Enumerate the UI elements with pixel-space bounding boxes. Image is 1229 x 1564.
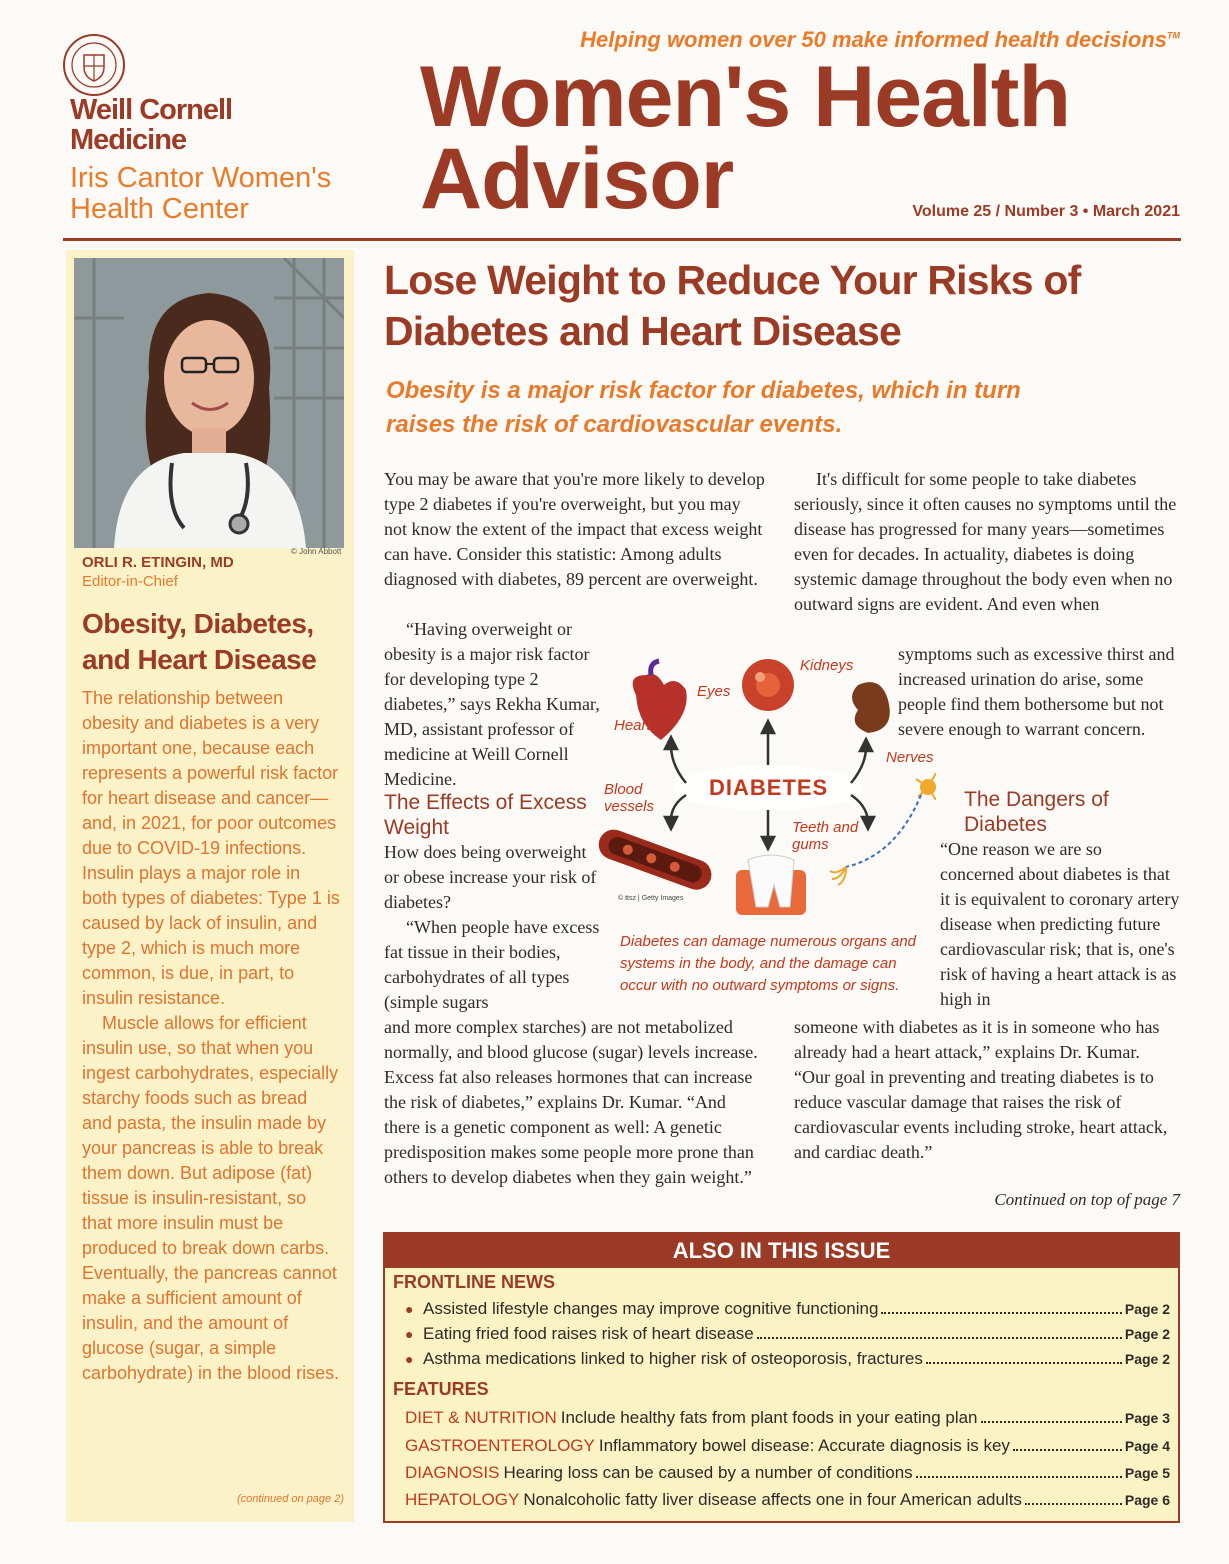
leader-dots bbox=[757, 1337, 1122, 1339]
center-name: Iris Cantor Women's Health Center bbox=[70, 162, 332, 225]
toc-item-page: Page 6 bbox=[1124, 1492, 1170, 1508]
toc-item-text: Nonalcoholic fatty liver disease affects one in four American adults bbox=[523, 1490, 1022, 1509]
diagram-label-heart: Heart bbox=[614, 717, 651, 734]
diagram-label-teeth: Teeth and gums bbox=[792, 819, 859, 853]
diagram-center-label: DIABETES bbox=[709, 775, 829, 800]
sidebar-continued-note: (continued on page 2) bbox=[236, 1493, 344, 1505]
toc-item-category: GASTROENTEROLOGY bbox=[405, 1436, 595, 1455]
toc-item-text: Assisted lifestyle changes may improve cognitive functioning bbox=[423, 1299, 879, 1318]
toc-item-category: DIET & NUTRITION bbox=[405, 1408, 557, 1427]
leader-dots bbox=[926, 1362, 1122, 1364]
article-deck: Obesity is a major risk factor for diabetes, which in turn raises the risk of cardiovascular events. bbox=[386, 377, 1021, 438]
bullet-icon: ● bbox=[405, 1301, 414, 1317]
toc-item-page: Page 2 bbox=[1124, 1326, 1170, 1342]
article-column-2-top bbox=[794, 467, 1178, 617]
article-paragraph: someone with diabetes as it is in someone who has already had a heart attack,” explains Dr. Kumar. “Our goal in preventing and treating diabetes is to reduce vascular damage that raises the risk of cardiovascular events including stroke, heart attack, and cardiac death.” bbox=[794, 1017, 1168, 1162]
leader-dots bbox=[916, 1476, 1122, 1478]
also-in-this-issue-box bbox=[383, 1232, 1180, 1523]
editor-name: ORLI R. ETINGIN, MD bbox=[82, 554, 234, 571]
photo-credit: © John Abbott bbox=[291, 547, 342, 556]
blood-vessel-icon bbox=[596, 825, 716, 894]
toc-item-page: Page 2 bbox=[1124, 1301, 1170, 1317]
article-column-1-quote bbox=[384, 617, 606, 792]
article-column-2-bottom bbox=[794, 1015, 1178, 1165]
tagline-text: Helping women over 50 make informed health decisions bbox=[580, 27, 1167, 52]
article-column-1-effects bbox=[384, 790, 600, 1015]
toc-item-page: Page 3 bbox=[1124, 1410, 1170, 1426]
article-column-2-wrap bbox=[898, 642, 1180, 742]
header-divider bbox=[63, 238, 1181, 241]
toc-item[interactable] bbox=[405, 1487, 1170, 1513]
toc-item-page: Page 4 bbox=[1124, 1438, 1170, 1454]
article-paragraph: “When people have excess fat tissue in their bodies, carbohydrates of all types (simple sugars bbox=[384, 917, 600, 1012]
sidebar-paragraph: The relationship between obesity and diabetes is a very important one, because each represents a powerful risk factor for heart disease and cancer—and, in 2021, for poor outcomes due to COVID-19 infections. Insulin plays a major role in both types of diabetes: Type 1 is caused by lack of insulin, and type 2, which is much more common, is due, in part, to insulin resistance. bbox=[82, 688, 340, 1008]
editor-title: Editor-in-Chief bbox=[82, 573, 178, 590]
leader-dots bbox=[981, 1421, 1122, 1423]
article-paragraph: How does being overweight or obese increase your risk of diabetes? bbox=[384, 842, 597, 912]
article-headline: Lose Weight to Reduce Your Risks of Diabetes and Heart Disease bbox=[384, 257, 1081, 354]
editor-portrait-image bbox=[74, 258, 344, 548]
kidney-icon bbox=[852, 682, 890, 733]
eye-icon bbox=[742, 659, 794, 711]
article-paragraph: “Having overweight or obesity is a major risk factor for developing type 2 diabetes,” says Rekha Kumar, MD, assistant professor of medicine at Weill Cornell Medicine. bbox=[384, 619, 600, 789]
toc-item-text: Inflammatory bowel disease: Accurate diagnosis is key bbox=[598, 1436, 1010, 1455]
bullet-icon: ● bbox=[405, 1326, 414, 1342]
toc-item[interactable] bbox=[405, 1433, 1170, 1459]
toc-item-category: DIAGNOSIS bbox=[405, 1463, 500, 1482]
leader-dots bbox=[1013, 1449, 1122, 1451]
diagram-caption: Diabetes can damage numerous organs and systems in the body, and the damage can occur with no outward symptoms or signs. bbox=[620, 933, 917, 994]
bullet-icon: ● bbox=[405, 1351, 414, 1367]
trademark-mark: TM bbox=[1167, 30, 1180, 41]
toc-item-page: Page 2 bbox=[1124, 1351, 1170, 1367]
article-column-1-bottom bbox=[384, 1015, 766, 1190]
article-paragraph: symptoms such as excessive thirst and increased urination do arise, some people find them bothersome but not severe enough to warrant concern. bbox=[898, 644, 1175, 739]
sidebar-heading: Obesity, Diabetes, and Heart Disease bbox=[82, 608, 317, 675]
image-credit: © ttsz | Getty Images bbox=[618, 895, 684, 902]
editor-sidebar bbox=[66, 250, 354, 1522]
article-paragraph: and more complex starches) are not metabolized normally, and blood glucose (sugar) levels increase. Excess fat also releases hormones that can increase the risk of diabetes,” explains Dr. Kumar. “And there is a genetic component as well: A genetic predisposition makes some people more prone than others to develop diabetes when they gain weight.” bbox=[384, 1017, 758, 1187]
toc-item-text: Eating fried food raises risk of heart disease bbox=[423, 1324, 754, 1343]
toc-item[interactable] bbox=[405, 1321, 1170, 1347]
article-paragraph: You may be aware that you're more likely to develop type 2 diabetes if you're overweight, but you may not know the extent of the impact that excess weight can have. Consider this statistic: Among adults diagnosed with diabetes, 89 percent are overweight. bbox=[384, 469, 765, 589]
sidebar-body bbox=[82, 686, 340, 1386]
article-column-2-dangers bbox=[940, 787, 1180, 1012]
subhead-effects: The Effects of Excess Weight bbox=[384, 791, 587, 839]
org-name: Weill Cornell Medicine bbox=[70, 94, 233, 156]
toc-item[interactable] bbox=[405, 1460, 1170, 1486]
leader-dots bbox=[881, 1312, 1121, 1314]
toc-item-text: Asthma medications linked to higher risk of osteoporosis, fractures bbox=[423, 1349, 923, 1368]
diabetes-organ-diagram bbox=[596, 655, 936, 925]
masthead-line-2: Advisor bbox=[420, 131, 734, 227]
toc-item[interactable] bbox=[405, 1346, 1170, 1372]
article-column-1-top bbox=[384, 467, 766, 592]
diagram-label-eyes: Eyes bbox=[697, 683, 731, 700]
toc-item[interactable] bbox=[405, 1296, 1170, 1322]
diagram-label-kidneys: Kidneys bbox=[800, 657, 854, 674]
toc-item-page: Page 5 bbox=[1124, 1465, 1170, 1481]
features-heading: FEATURES bbox=[393, 1379, 489, 1399]
toc-item[interactable] bbox=[405, 1405, 1170, 1431]
article-continued-note: Continued on top of page 7 bbox=[994, 1190, 1180, 1209]
article-paragraph: It's difficult for some people to take diabetes seriously, since it often causes no symptoms until the disease has progressed for many years—sometimes even for decades. In actuality, diabetes is doing systemic damage throughout the body even when no outward signs are evident. And even when bbox=[794, 469, 1177, 614]
editor-photo bbox=[74, 258, 344, 548]
leader-dots bbox=[1025, 1503, 1122, 1505]
diagram-label-blood-vessels: Blood vessels bbox=[604, 781, 655, 815]
masthead-title bbox=[420, 49, 1180, 227]
frontline-news-heading: FRONTLINE NEWS bbox=[393, 1272, 555, 1292]
weill-cornell-seal-logo bbox=[62, 33, 126, 97]
article-paragraph: “One reason we are so concerned about diabetes is that it is equivalent to coronary artery disease when predicting future cardiovascular risk; that is, one's risk of having a heart attack is as high in bbox=[940, 839, 1180, 1009]
issue-box-title: ALSO IN THIS ISSUE bbox=[385, 1234, 1178, 1268]
issue-volume: Volume 25 / Number 3 • March 2021 bbox=[912, 203, 1180, 220]
sidebar-paragraph: Muscle allows for efficient insulin use, so that when you ingest carbohydrates, especially starchy foods such as bread and pasta, the insulin made by your pancreas is able to break them down. But adipose (fat) tissue is insulin-resistant, so that more insulin must be produced to break down carbs. Eventually, the pancreas cannot make a sufficient amount of insulin, and the amount of glucose (sugar, a simple carbohydrate) in the blood rises. bbox=[82, 1013, 340, 1383]
diagram-label-nerves: Nerves bbox=[886, 749, 934, 766]
subhead-dangers: The Dangers of Diabetes bbox=[964, 788, 1109, 836]
toc-item-text: Include healthy fats from plant foods in your eating plan bbox=[560, 1408, 978, 1427]
toc-item-text: Hearing loss can be caused by a number of conditions bbox=[503, 1463, 913, 1482]
toc-item-category: HEPATOLOGY bbox=[405, 1490, 520, 1509]
masthead-line-1: Women's Health bbox=[420, 49, 1070, 145]
tooth-icon bbox=[736, 855, 806, 915]
